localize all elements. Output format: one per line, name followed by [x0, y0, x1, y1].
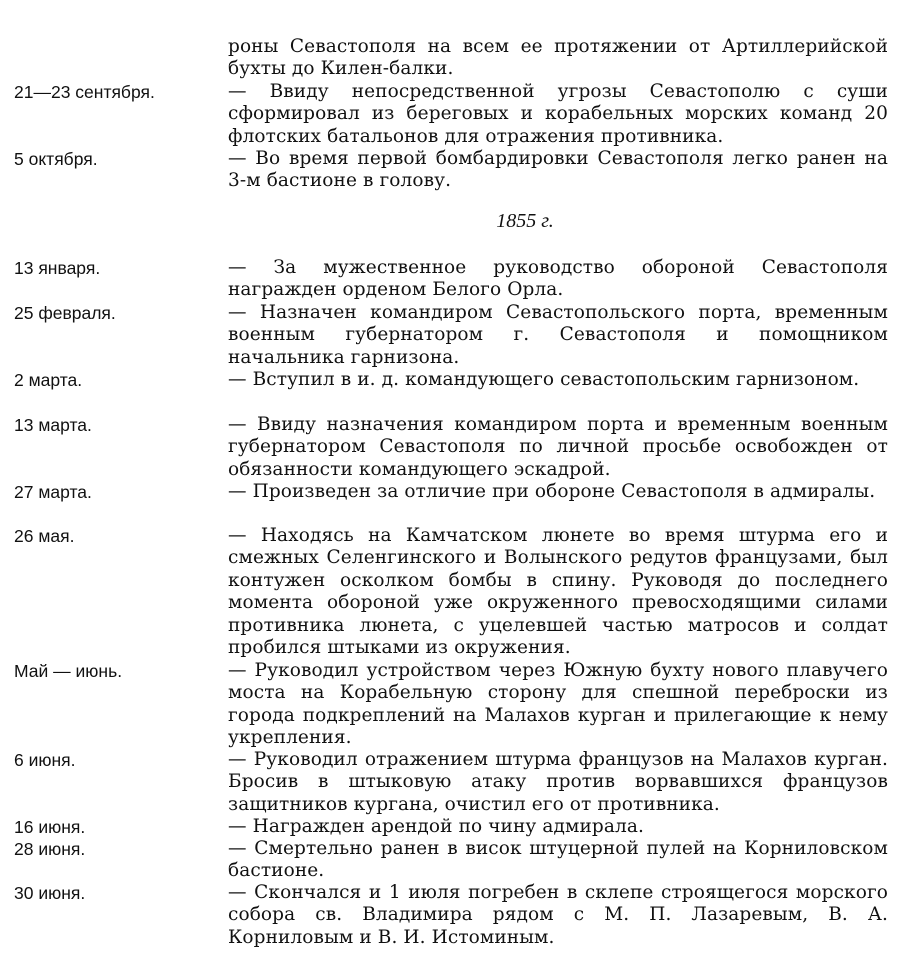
entry-date: 28 июня.: [14, 839, 86, 859]
entry-text: — Произведен за отличие при обороне Севастополя в адмиралы.: [228, 481, 876, 502]
entry-date: 5 октября.: [14, 149, 98, 169]
entry-text: — Вступил в и. д. командующего севастопольским гарнизоном.: [228, 369, 860, 390]
entry-date: 13 марта.: [14, 415, 92, 435]
entry-text: — Руководил отражением штурма французов на Малахов курган. Бросив в штыковую атаку против ворвавшихся французов защитников кургана, очистил его от противника.: [228, 749, 888, 815]
entry-date: 21—23 сентября.: [14, 82, 155, 102]
entry-date: 26 мая.: [14, 526, 75, 546]
entry-date: 27 марта.: [14, 482, 92, 502]
entry-text: — Руководил устройством через Южную бухту нового плавучего моста на Корабельную сторону для спешной переброски из города подкреплений на Малахов курган и прилегающие к нему укрепления.: [228, 660, 888, 749]
entry-text: — Скончался и 1 июля погребен в склепе строящегося морского собора св. Владимира рядом с М. П. Лазаревым, В. А. Корниловым и В. И. Истоминым.: [228, 882, 888, 948]
entry-date: 30 июня.: [14, 883, 86, 903]
entry-date: 25 февраля.: [14, 303, 116, 323]
entry-text: — Награжден арендой по чину адмирала.: [228, 816, 644, 837]
entry-text: — Ввиду назначения командиром порта и временным военным губернатором Севастополя по личной просьбе освобожден от обязанности командующего эскадрой.: [228, 414, 888, 480]
entry-text: — Назначен командиром Севастопольского порта, временным военным губернатором г. Севастополя и помощником начальника гарнизона.: [228, 302, 888, 368]
entry-text: роны Севастополя на всем ее протяжении от Артиллерийской бухты до Килен-балки.: [228, 36, 888, 80]
entry-text: — Смертельно ранен в висок штуцерной пулей на Корниловском бастионе.: [228, 838, 888, 882]
entry-date: 16 июня.: [14, 817, 86, 837]
entry-date: 6 июня.: [14, 750, 76, 770]
entry-text: — За мужественное руководство обороной Севастополя награжден орденом Белого Орла.: [228, 257, 888, 301]
entry-date: 2 марта.: [14, 370, 83, 390]
entry-text: — Находясь на Камчатском люнете во время штурма его и смежных Селенгинского и Волынского редутов французами, был контужен осколком бомбы в спину. Руководя до последнего момента обороной уже окруженного превосходящими силами противника люнета, с уцелевшей частью матросов и солдат пробился штыками из окружения.: [228, 525, 888, 659]
entry-text: — Во время первой бомбардировки Севастополя легко ранен на 3-м бастионе в голову.: [228, 148, 888, 192]
year-heading: 1855 г.: [496, 210, 554, 232]
entry-date: 13 января.: [14, 258, 101, 278]
entry-date: Май — июнь.: [14, 661, 123, 681]
entry-text: — Ввиду непосредственной угрозы Севастополю с суши сформировал из береговых и корабельных морских команд 20 флотских батальонов для отражения противника.: [228, 81, 888, 147]
